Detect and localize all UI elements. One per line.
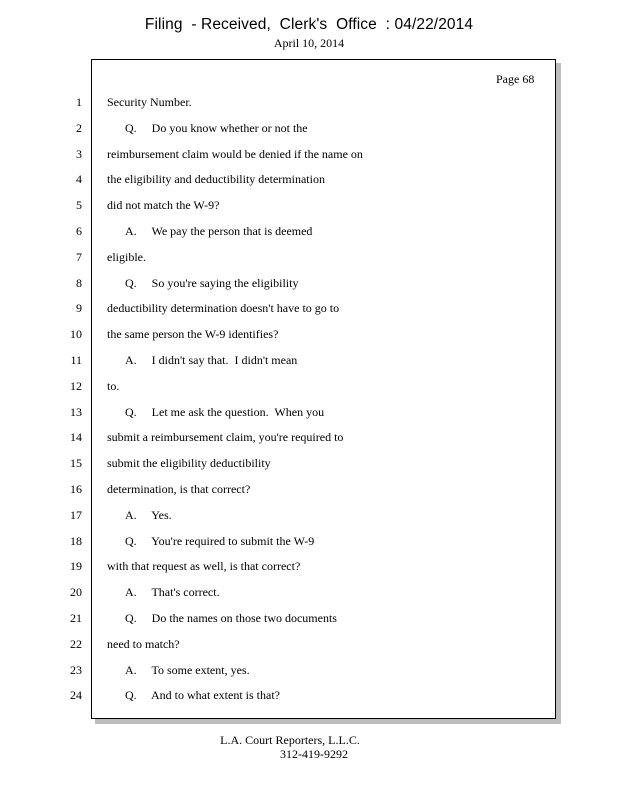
transcript-line: A. We pay the person that is deemed xyxy=(125,224,313,238)
deposition-date: April 10, 2014 xyxy=(273,36,345,50)
line-number: 8 xyxy=(76,276,82,290)
line-number: 7 xyxy=(76,250,82,264)
transcript-line: Q. Let me ask the question. When you xyxy=(125,405,325,419)
line-number: 10 xyxy=(70,327,82,341)
transcript-line: A. Yes. xyxy=(125,508,172,522)
footer-phone: 312-419-9292 xyxy=(280,747,348,761)
transcript-line: need to match? xyxy=(107,637,180,651)
line-number: 12 xyxy=(70,379,82,393)
line-number: 3 xyxy=(76,147,82,161)
line-number: 9 xyxy=(76,301,82,315)
transcript-line: A. To some extent, yes. xyxy=(125,663,250,677)
transcript-line: Security Number. xyxy=(107,95,192,109)
transcript-line: A. That's correct. xyxy=(125,585,220,599)
line-number: 19 xyxy=(70,559,82,573)
line-number: 14 xyxy=(70,430,82,444)
transcript-line: the eligibility and deductibility determination xyxy=(107,172,325,186)
transcript-line: reimbursement claim would be denied if the name on xyxy=(107,147,363,161)
transcript-line: Q. And to what extent is that? xyxy=(125,688,280,702)
transcript-line: Q. Do you know whether or not the xyxy=(125,121,308,135)
transcript-line: the same person the W-9 identifies? xyxy=(107,327,279,341)
transcript-line: did not match the W-9? xyxy=(107,198,220,212)
line-number: 20 xyxy=(70,585,82,599)
transcript-line: with that request as well, is that correct? xyxy=(107,559,301,573)
transcript-line: A. I didn't say that. I didn't mean xyxy=(125,353,298,367)
transcript-line: Q. You're required to submit the W-9 xyxy=(125,534,315,548)
transcript-line: eligible. xyxy=(107,250,146,264)
line-number: 21 xyxy=(70,611,82,625)
transcript-line: Q. So you're saying the eligibility xyxy=(125,276,299,290)
line-number: 18 xyxy=(70,534,82,548)
line-number: 24 xyxy=(70,688,82,702)
filing-stamp: Filing - Received, Clerk's Office : 04/22/2014 xyxy=(144,16,474,33)
line-number: 6 xyxy=(76,224,82,238)
transcript-line: deductibility determination doesn't have to go to xyxy=(107,301,340,315)
line-number: 16 xyxy=(70,482,82,496)
line-number: 4 xyxy=(76,172,82,186)
line-number: 23 xyxy=(70,663,82,677)
line-number: 13 xyxy=(70,405,82,419)
transcript-line: Q. Do the names on those two documents xyxy=(125,611,337,625)
line-number: 22 xyxy=(70,637,82,651)
transcript-line: to. xyxy=(107,379,120,393)
line-number: 11 xyxy=(70,353,82,367)
footer-company: L.A. Court Reporters, L.L.C. xyxy=(220,733,360,747)
transcript-line: submit a reimbursement claim, you're required to xyxy=(107,430,344,444)
line-number: 2 xyxy=(76,121,82,135)
line-number: 17 xyxy=(70,508,82,522)
transcript-line: submit the eligibility deductibility xyxy=(107,456,271,470)
page-number: Page 68 xyxy=(496,72,535,86)
line-number: 1 xyxy=(76,95,82,109)
line-number: 5 xyxy=(76,198,82,212)
transcript-line: determination, is that correct? xyxy=(107,482,251,496)
line-number: 15 xyxy=(70,456,82,470)
